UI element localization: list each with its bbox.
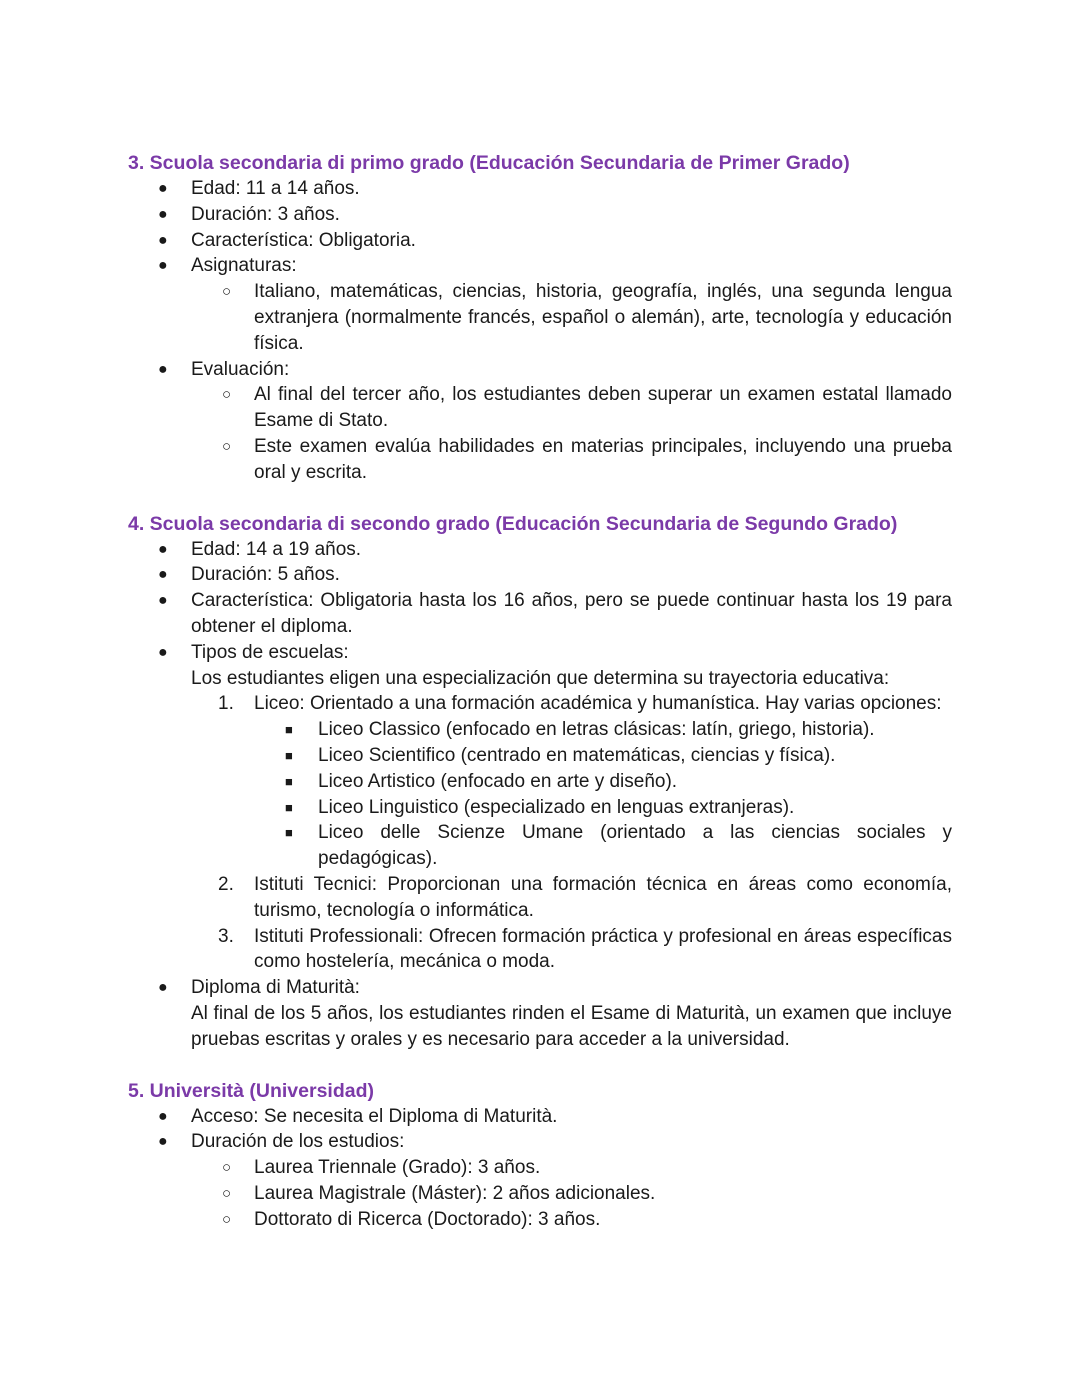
list-item	[128, 743, 952, 769]
numbered-item	[128, 872, 952, 924]
bullet-icon: ●	[158, 592, 168, 610]
circle-bullet-icon: ○	[222, 283, 232, 301]
list-item	[128, 202, 952, 228]
item-text: Al final del tercer año, los estudiantes deben superar un examen estatal llamado Esame di Stato.	[254, 384, 952, 432]
bullet-icon: ●	[158, 979, 168, 997]
list-item	[128, 1129, 952, 1155]
item-text: Duración: 3 años.	[191, 203, 340, 225]
item-text: Istituti Tecnici: Proporcionan una formación técnica en áreas como economía, turismo, tecnología o informática.	[254, 873, 952, 921]
circle-bullet-icon: ○	[222, 1184, 232, 1202]
list-item	[128, 562, 952, 588]
item-number: 1.	[218, 693, 234, 715]
item-text: Asignaturas:	[191, 255, 297, 277]
item-text: Duración de los estudios:	[191, 1131, 405, 1153]
item-text: Este examen evalúa habilidades en materias principales, incluyendo una prueba oral y escrita.	[254, 435, 952, 483]
item-text: Istituti Professionali: Ofrecen formación práctica y profesional en áreas específicas como hostelería, mecánica o moda.	[254, 925, 952, 973]
bullet-icon: ●	[158, 360, 168, 378]
list-item	[128, 279, 952, 356]
item-number: 2.	[218, 873, 234, 895]
bullet-icon: ●	[158, 566, 168, 584]
section-heading: 5. Università (Universidad)	[128, 1079, 374, 1102]
list-item	[128, 434, 952, 486]
section-heading: 3. Scuola secondaria di primo grado (Educación Secundaria de Primer Grado)	[128, 152, 850, 174]
list-item	[128, 228, 952, 254]
item-text: Liceo Artistico (enfocado en arte y diseño).	[318, 770, 678, 792]
bullet-icon: ●	[158, 257, 168, 275]
paragraph: Los estudiantes eligen una especialización que determina su trayectoria educativa:	[191, 667, 890, 689]
item-text: Característica: Obligatoria hasta los 16 años, pero se puede continuar hasta los 19 para obtener el diploma.	[191, 590, 952, 637]
item-text: Acceso: Se necesita el Diploma di Maturità.	[191, 1105, 558, 1127]
bullet-icon: ●	[158, 540, 168, 558]
item-text: Dottorato di Ricerca (Doctorado): 3 años.	[254, 1208, 601, 1230]
item-number: 3.	[218, 925, 234, 947]
list-item	[128, 382, 952, 434]
bullet-icon: ●	[158, 1107, 168, 1125]
list-item	[128, 357, 952, 383]
circle-bullet-icon: ○	[222, 437, 232, 455]
document-content	[128, 150, 952, 1232]
bullet-icon: ●	[158, 643, 168, 661]
square-bullet-icon: ■	[285, 747, 293, 763]
list-item	[128, 795, 952, 821]
list-item	[128, 769, 952, 795]
bullet-icon: ●	[158, 1133, 168, 1151]
list-item	[128, 820, 952, 872]
item-text: Italiano, matemáticas, ciencias, historia, geografía, inglés, una segunda lengua extranjera (normalmente francés, español o alemán), arte, tecnología y educación física.	[254, 281, 952, 354]
item-text: Edad: 14 a 19 años.	[191, 538, 362, 560]
section-heading: 4. Scuola secondaria di secondo grado (Educación Secundaria de Segundo Grado)	[128, 512, 898, 535]
bullet-icon: ●	[158, 231, 168, 249]
square-bullet-icon: ■	[285, 773, 293, 789]
paragraph: Al final de los 5 años, los estudiantes rinden el Esame di Maturità, un examen que incluye pruebas escritas y orales y es necesario para acceder a la universidad.	[191, 1002, 952, 1050]
list-item	[128, 1104, 952, 1130]
list-item	[128, 588, 952, 640]
item-text: Diploma di Maturità:	[191, 977, 360, 999]
item-text: Liceo Classico (enfocado en letras clásicas: latín, griego, historia).	[318, 719, 875, 741]
circle-bullet-icon: ○	[222, 1210, 232, 1228]
bullet-icon: ●	[158, 180, 168, 197]
item-text: Duración: 5 años.	[191, 564, 340, 586]
list-item	[128, 253, 952, 279]
circle-bullet-icon: ○	[222, 1159, 232, 1177]
list-item	[128, 1155, 952, 1181]
item-text: Característica: Obligatoria.	[191, 229, 416, 251]
square-bullet-icon: ■	[285, 722, 293, 738]
list-item	[128, 1181, 952, 1207]
item-text: Liceo Scientifico (centrado en matemáticas, ciencias y física).	[318, 744, 836, 766]
list-item	[128, 975, 952, 1001]
item-text: Edad: 11 a 14 años.	[191, 178, 360, 199]
item-text: Liceo delle Scienze Umane (orientado a las ciencias sociales y pedagógicas).	[318, 822, 952, 870]
numbered-item	[128, 691, 952, 717]
numbered-item	[128, 924, 952, 976]
square-bullet-icon: ■	[285, 799, 293, 815]
item-text: Laurea Triennale (Grado): 3 años.	[254, 1157, 541, 1179]
list-item	[128, 537, 952, 563]
item-text: Tipos de escuelas:	[191, 641, 349, 663]
list-item	[128, 717, 952, 743]
item-text: Laurea Magistrale (Máster): 2 años adicionales.	[254, 1182, 656, 1204]
list-item	[128, 640, 952, 666]
item-text: Liceo Linguistico (especializado en lenguas extranjeras).	[318, 796, 795, 818]
item-text: Evaluación:	[191, 358, 290, 380]
list-item	[128, 1207, 952, 1233]
list-item	[128, 176, 952, 202]
bullet-icon: ●	[158, 205, 168, 223]
square-bullet-icon: ■	[285, 825, 293, 841]
item-text: Liceo: Orientado a una formación académica y humanística. Hay varias opciones:	[254, 693, 942, 715]
circle-bullet-icon: ○	[222, 386, 232, 404]
